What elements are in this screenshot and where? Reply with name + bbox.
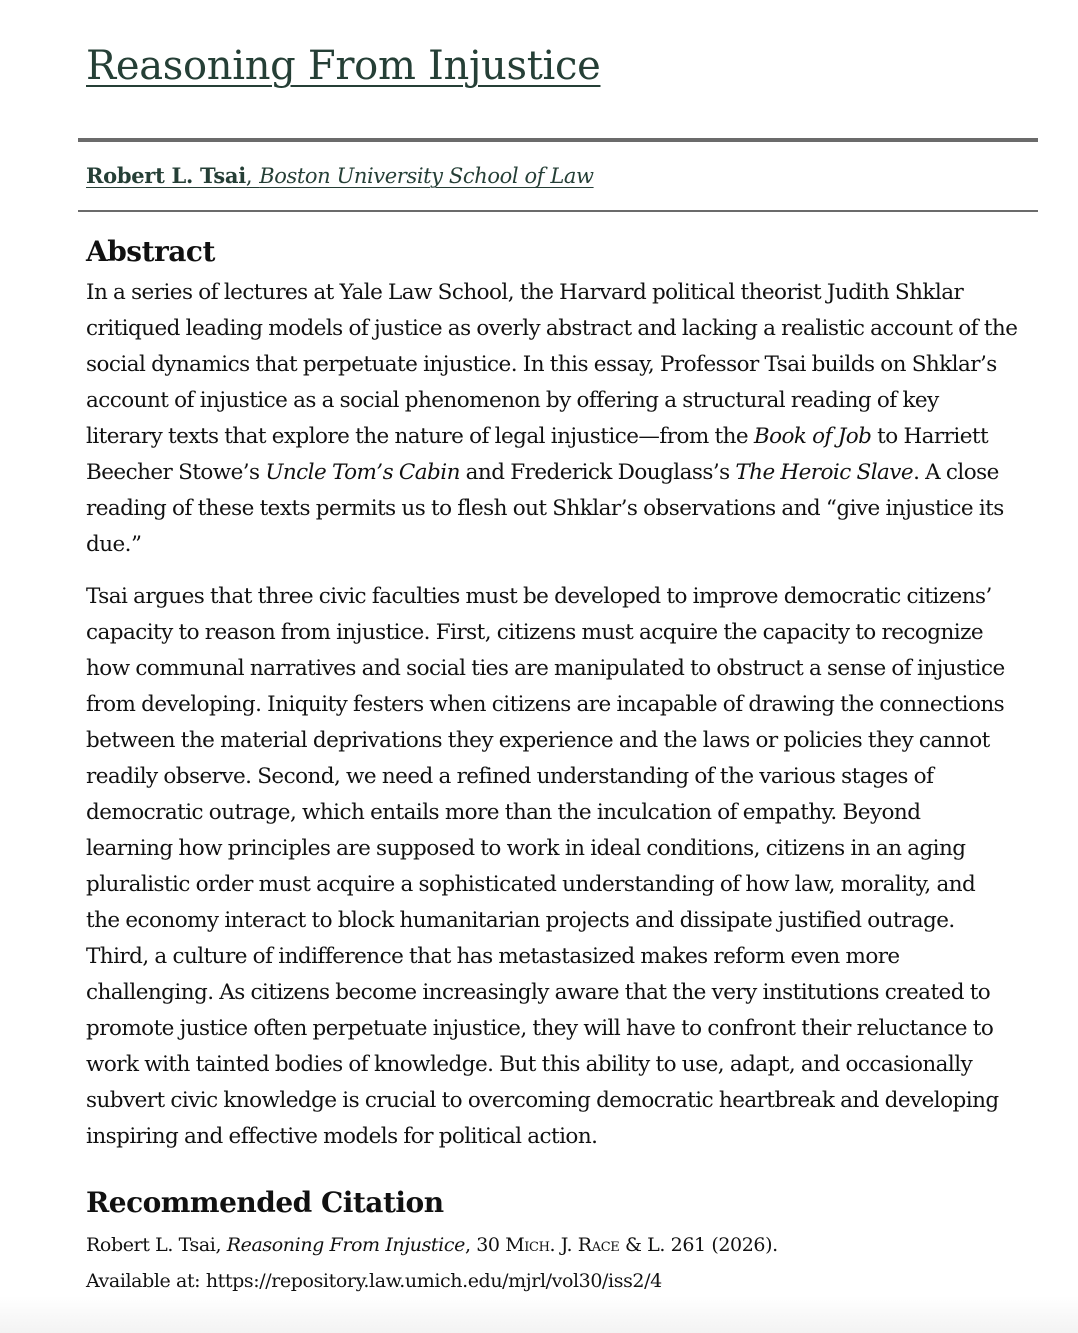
author-separator: , [245,164,260,188]
recommended-citation-heading: Recommended Citation [86,1186,444,1219]
text-line: from developing. Iniquity festers when citizens are incapable of drawing the connections [86,692,1005,717]
text-line: social dynamics that perpetuate injustice. In this essay, Professor Tsai builds on Shklar’s [86,352,997,377]
header-divider [78,138,1038,142]
author-name: Robert L. Tsai [86,163,246,188]
text-line: reading of these texts permits us to flesh out Shklar’s observations and “give injustice its [86,496,1004,521]
text-line: subvert civic knowledge is crucial to overcoming democratic heartbreak and developing [86,1088,999,1113]
repository-url[interactable]: https://repository.law.umich.edu/mjrl/vol30/iss2/4 [205,1270,662,1292]
article-title-link[interactable]: Reasoning From Injustice [86,43,601,89]
text-line: due.” [86,532,142,557]
text-line [86,419,1046,455]
citation-availability [86,1263,662,1299]
author-divider [78,210,1038,212]
text-line: account of injustice as a social phenomenon by offering a structural reading of key [86,388,939,413]
text-line: critiqued leading models of justice as overly abstract and lacking a realistic account of the [86,316,1018,341]
text-line: Third, a culture of indifference that has metastasized makes reform even more [86,944,900,969]
book-title-heroic-slave: The Heroic Slave [735,460,914,485]
text-segment: and Frederick Douglass’s [459,460,736,485]
text-line: learning how principles are supposed to work in ideal conditions, citizens in an aging [86,836,966,861]
citation-journal: Mich. J. Race [505,1234,620,1256]
text-segment: to Harriett [871,424,989,449]
text-line: how communal narratives and social ties are manipulated to obstruct a sense of injustice [86,656,1005,681]
text-line: challenging. As citizens become increasingly aware that the very institutions created to [86,980,991,1005]
abstract-paragraph-2 [86,579,1046,1155]
citation-author: Robert L. Tsai, [86,1234,227,1256]
text-line: readily observe. Second, we need a refined understanding of the various stages of [86,764,934,789]
available-at-label: Available at: [86,1270,206,1292]
text-line: work with tainted bodies of knowledge. But this ability to use, adapt, and occasionally [86,1052,973,1077]
text-line: between the material deprivations they experience and the laws or policies they cannot [86,728,990,753]
page-bottom-fade [0,1296,1078,1333]
book-title-uncle-toms-cabin: Uncle Tom’s Cabin [265,460,460,485]
text-line: inspiring and effective models for political action. [86,1124,598,1149]
text-line: pluralistic order must acquire a sophisticated understanding of how law, morality, and [86,872,976,897]
text-segment: literary texts that explore the nature of legal injustice—from the [86,424,754,449]
text-segment: Beecher Stowe’s [86,460,266,485]
citation-page-year: & L. 261 (2026). [619,1234,778,1256]
text-segment: . A close [913,460,999,485]
text-line: capacity to reason from injustice. First, citizens must acquire the capacity to recognize [86,620,984,645]
text-line: the economy interact to block humanitarian projects and dissipate justified outrage. [86,908,955,933]
citation-text [86,1227,778,1263]
citation-volume: , 30 [464,1234,506,1256]
text-line: promote justice often perpetuate injustice, they will have to confront their reluctance to [86,1016,994,1041]
author-link[interactable] [86,160,594,192]
citation-article-title: Reasoning From Injustice [226,1234,465,1256]
abstract-paragraph-1 [86,275,1046,563]
author-affiliation: Boston University School of Law [259,164,594,188]
book-title-book-of-job: Book of Job [753,424,872,449]
text-line [86,455,1046,491]
text-line: Tsai argues that three civic faculties must be developed to improve democratic citizens’ [86,584,992,609]
text-line: In a series of lectures at Yale Law School, the Harvard political theorist Judith Shklar [86,280,964,305]
text-line: democratic outrage, which entails more than the inculcation of empathy. Beyond [86,800,921,825]
abstract-heading: Abstract [86,235,215,268]
